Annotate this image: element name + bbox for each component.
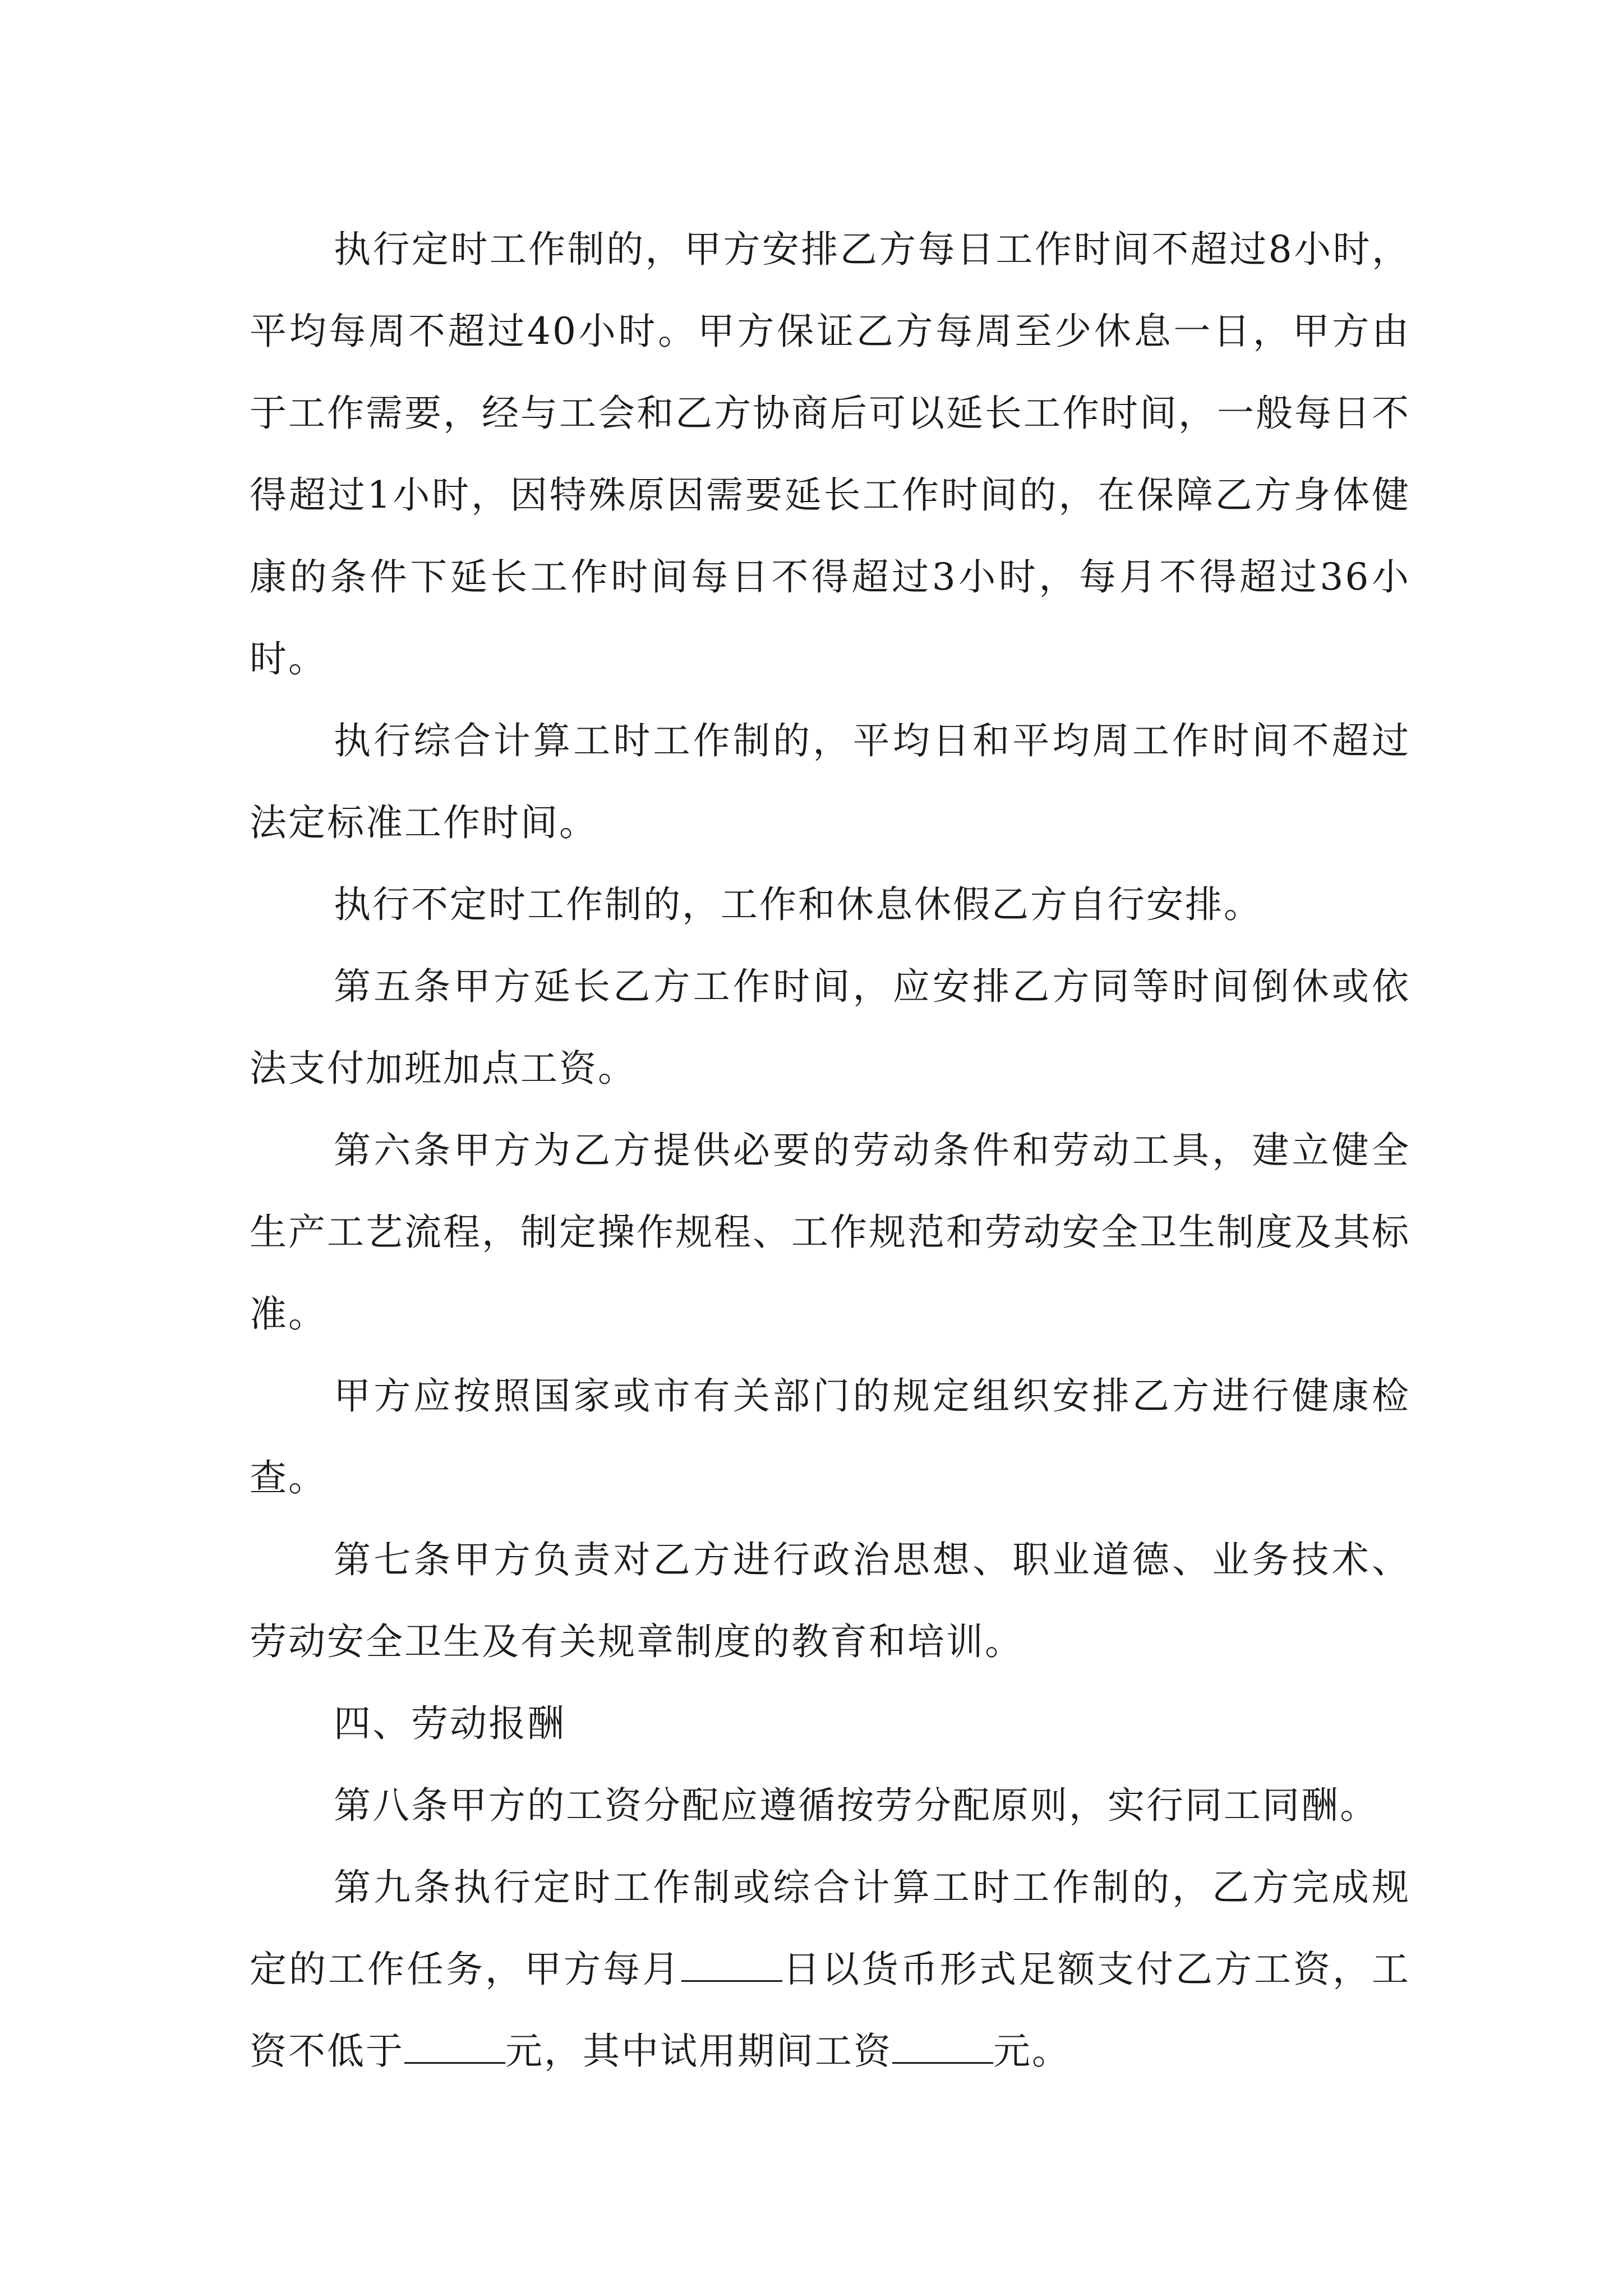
paragraph-flexible-hours: 执行不定时工作制的，工作和休息休假乙方自行安排。 bbox=[334, 883, 1262, 926]
document-body bbox=[250, 209, 1410, 2092]
article-9-text-1: 第九条执行定时工作制或综合计算工时工作制的，乙方完成规定的工作任务，甲方每月 bbox=[250, 1866, 1410, 1991]
paragraph-article-5: 第五条甲方延长乙方工作时间，应安排乙方同等时间倒休或依法支付加班加点工资。 bbox=[250, 965, 1410, 1090]
paragraph-article-7: 第七条甲方负责对乙方进行政治思想、职业道德、业务技术、劳动安全卫生及有关规章制度的教育和培训。 bbox=[250, 1538, 1410, 1663]
article-9-text-3: 元，其中试用期间工资 bbox=[505, 2030, 892, 2073]
article-9-text-4: 元。 bbox=[993, 2030, 1071, 2073]
paragraph-article-8: 第八条甲方的工资分配应遵循按劳分配原则，实行同工同酬。 bbox=[334, 1784, 1378, 1827]
paragraph-article-9 bbox=[250, 1847, 1410, 2092]
blank-pay-day[interactable] bbox=[681, 1949, 782, 1982]
blank-probation-wage[interactable] bbox=[892, 2031, 993, 2064]
paragraph-working-hours-standard: 执行定时工作制的，甲方安排乙方每日工作时间不超过8小时，平均每周不超过40小时。甲方保证乙方每周至少休息一日，甲方由于工作需要，经与工会和乙方协商后可以延长工作时间，一般每日不得超过1小时，因特殊原因需要延长工作时间的，在保障乙方身体健康的条件下延长工作时间每日不得超过3小时，每月不得超过36小时。 bbox=[250, 228, 1410, 680]
article-9-text-2: 日以货币形式足额支付乙方工资，工资不低于 bbox=[250, 1948, 1410, 2073]
blank-minimum-wage[interactable] bbox=[404, 2031, 505, 2064]
paragraph-comprehensive-hours: 执行综合计算工时工作制的，平均日和平均周工作时间不超过法定标准工作时间。 bbox=[250, 719, 1410, 844]
paragraph-article-6: 第六条甲方为乙方提供必要的劳动条件和劳动工具，建立健全生产工艺流程，制定操作规程、工作规范和劳动安全卫生制度及其标准。 bbox=[250, 1129, 1410, 1336]
paragraph-health-check: 甲方应按照国家或市有关部门的规定组织安排乙方进行健康检查。 bbox=[250, 1374, 1410, 1499]
section-heading-remuneration: 四、劳动报酬 bbox=[334, 1702, 566, 1745]
